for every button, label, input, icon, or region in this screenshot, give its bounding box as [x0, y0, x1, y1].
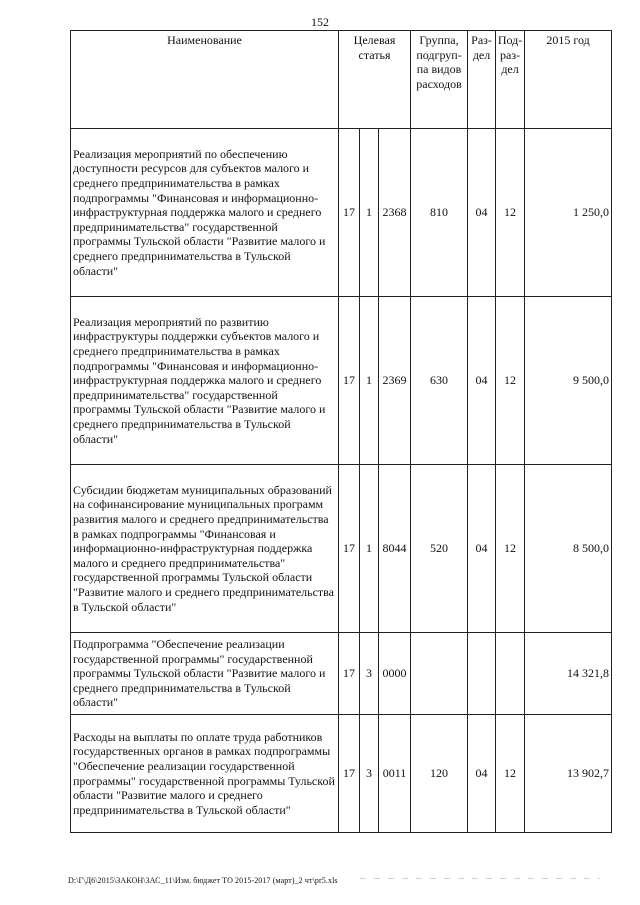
row-subsection: 12: [496, 129, 525, 297]
row-target-code-3: 0011: [379, 715, 411, 833]
row-target-code-2: 1: [360, 297, 379, 465]
header-target-article: Целевая статья: [339, 31, 411, 129]
scan-artifact-line: [360, 878, 600, 879]
row-expense-group: 630: [411, 297, 468, 465]
row-amount: 8 500,0: [525, 465, 612, 633]
header-expense-group: Группа, подгруп-па видов расходов: [411, 31, 468, 129]
row-section: [468, 633, 496, 715]
row-target-code-2: 1: [360, 465, 379, 633]
budget-table: [70, 30, 612, 833]
row-name: Реализация мероприятий по развитию инфраструктуры поддержки субъектов малого и среднего предпринимательства в рамках подпрограммы "Финансовая и информационно-инфраструктурная поддержка малого и среднего предпринимательства" государственной программы Тульской области "Развитие малого и среднего предпринимательства в Тульской области": [71, 297, 339, 465]
header-row: [71, 31, 612, 129]
row-section: 04: [468, 715, 496, 833]
row-target-code-3: 2368: [379, 129, 411, 297]
row-target-code-3: 0000: [379, 633, 411, 715]
row-target-code-1: 17: [339, 297, 360, 465]
row-name: Реализация мероприятий по обеспечению доступности ресурсов для субъектов малого и среднего предпринимательства в рамках подпрограммы "Финансовая и информационно-инфраструктурная поддержка малого и среднего предпринимательства" государственной программы Тульской области "Развитие малого и среднего предпринимательства в Тульской области": [71, 129, 339, 297]
row-name: Подпрограмма "Обеспечение реализации государственной программы" государственной программы Тульской области "Развитие малого и среднего предпринимательства в Тульской области": [71, 633, 339, 715]
row-expense-group: 520: [411, 465, 468, 633]
header-name: Наименование: [71, 31, 339, 129]
row-name: Расходы на выплаты по оплате труда работников государственных органов в рамках подпрограммы "Обеспечение реализации государственной программы" государственной программы Тульской области "Развитие малого и среднего предпринимательства в Тульской области": [71, 715, 339, 833]
table-row: [71, 465, 612, 633]
row-target-code-2: 3: [360, 633, 379, 715]
row-subsection: 12: [496, 465, 525, 633]
row-target-code-3: 2369: [379, 297, 411, 465]
row-target-code-1: 17: [339, 633, 360, 715]
header-subsection: Под-раз-дел: [496, 31, 525, 129]
row-expense-group: [411, 633, 468, 715]
row-target-code-2: 1: [360, 129, 379, 297]
row-target-code-2: 3: [360, 715, 379, 833]
row-amount: 14 321,8: [525, 633, 612, 715]
row-target-code-1: 17: [339, 129, 360, 297]
row-target-code-1: 17: [339, 465, 360, 633]
page-number: 152: [311, 15, 329, 29]
row-subsection: [496, 633, 525, 715]
row-subsection: 12: [496, 297, 525, 465]
table-row: [71, 297, 612, 465]
row-amount: 9 500,0: [525, 297, 612, 465]
row-expense-group: 120: [411, 715, 468, 833]
row-amount: 13 902,7: [525, 715, 612, 833]
table-row: [71, 715, 612, 833]
row-target-code-3: 8044: [379, 465, 411, 633]
row-amount: 1 250,0: [525, 129, 612, 297]
row-section: 04: [468, 465, 496, 633]
row-name: Субсидии бюджетам муниципальных образований на софинансирование муниципальных программ развития малого и среднего предпринимательства в рамках подпрограммы "Финансовая и информационно-инфраструктурная поддержка малого и среднего предпринимательства" государственной программы Тульской области "Развитие малого и среднего предпринимательства в Тульской области": [71, 465, 339, 633]
row-subsection: 12: [496, 715, 525, 833]
row-target-code-1: 17: [339, 715, 360, 833]
file-path-footer: D:\Г\Д6\2015\ЗАКОН\ЗАС_11\Изм. бюджет ТО 2015-2017 (март)_2 чт\pr5.xls: [68, 876, 338, 885]
header-section: Раз-дел: [468, 31, 496, 129]
table-row: [71, 129, 612, 297]
row-expense-group: 810: [411, 129, 468, 297]
header-year: 2015 год: [525, 31, 612, 129]
table-row: [71, 633, 612, 715]
row-section: 04: [468, 129, 496, 297]
row-section: 04: [468, 297, 496, 465]
